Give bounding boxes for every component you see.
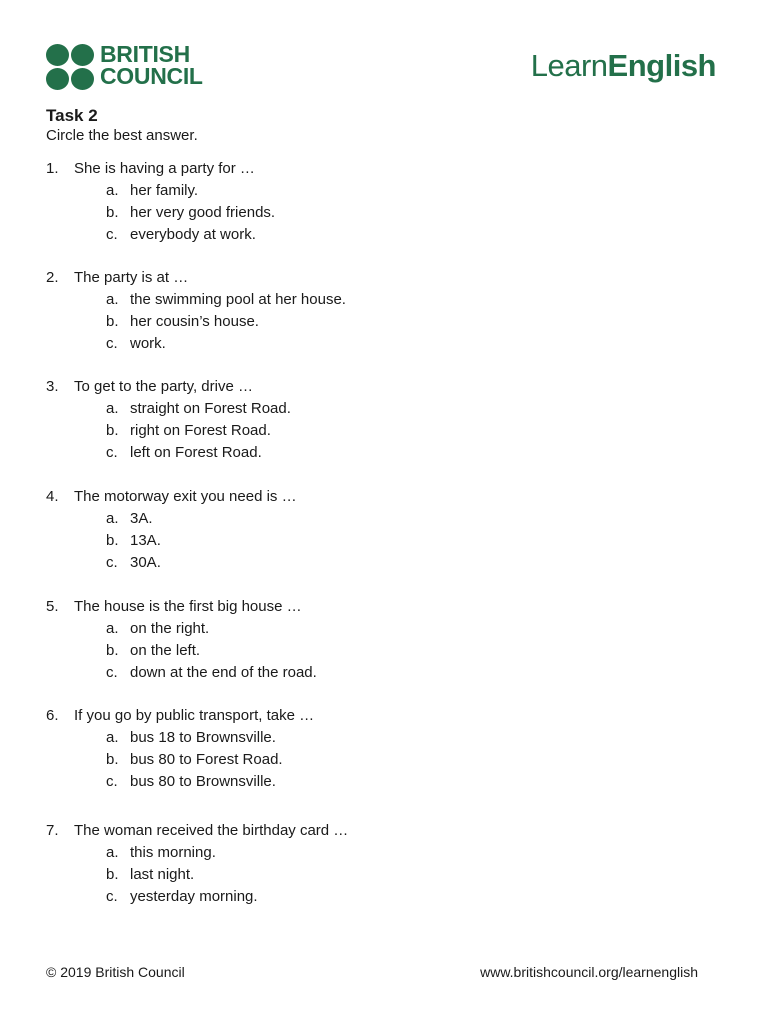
- question-text: The motorway exit you need is …: [74, 488, 297, 505]
- learn-logo-light: Learn: [530, 48, 608, 83]
- option-text: right on Forest Road.: [130, 422, 271, 439]
- answer-option[interactable]: [46, 552, 726, 574]
- question-1: [46, 158, 726, 246]
- option-letter: a.: [106, 182, 119, 199]
- answer-option[interactable]: [46, 842, 726, 864]
- question-number: 6.: [46, 707, 59, 724]
- question-4: [46, 486, 726, 574]
- logo-line-council: COUNCIL: [100, 63, 203, 89]
- option-text: the swimming pool at her house.: [130, 291, 346, 308]
- option-letter: a.: [106, 291, 119, 308]
- answer-option[interactable]: [46, 202, 726, 224]
- option-text: yesterday morning.: [130, 888, 258, 905]
- task-title: Task 2: [46, 106, 98, 125]
- option-text: bus 18 to Brownsville.: [130, 729, 276, 746]
- option-text: left on Forest Road.: [130, 444, 262, 461]
- task-instruction: Circle the best answer.: [46, 127, 198, 144]
- learn-logo-bold: English: [607, 48, 716, 83]
- question-stem: [46, 267, 726, 289]
- question-stem: [46, 158, 726, 180]
- question-number: 1.: [46, 160, 59, 177]
- option-letter: c.: [106, 888, 118, 905]
- question-number: 7.: [46, 822, 59, 839]
- option-text: everybody at work.: [130, 226, 256, 243]
- option-text: down at the end of the road.: [130, 664, 317, 681]
- page-header: [0, 0, 768, 100]
- question-text: The house is the first big house …: [74, 598, 302, 615]
- option-text: her very good friends.: [130, 204, 276, 221]
- option-letter: c.: [106, 554, 118, 571]
- british-council-logo: [46, 41, 216, 90]
- answer-option[interactable]: [46, 311, 726, 333]
- question-stem: [46, 486, 726, 508]
- option-text: on the left.: [130, 642, 201, 659]
- option-text: 13A.: [130, 532, 161, 549]
- option-letter: a.: [106, 729, 119, 746]
- question-stem: [46, 596, 726, 618]
- option-letter: a.: [106, 844, 119, 861]
- answer-option[interactable]: [46, 662, 726, 684]
- option-letter: b.: [106, 313, 119, 330]
- option-text: this morning.: [130, 844, 216, 861]
- option-letter: c.: [106, 773, 118, 790]
- question-number: 5.: [46, 598, 59, 615]
- question-number: 3.: [46, 378, 59, 395]
- option-letter: b.: [106, 532, 119, 549]
- question-number: 2.: [46, 269, 59, 286]
- option-letter: c.: [106, 664, 118, 681]
- learnenglish-logo: [531, 48, 716, 84]
- option-text: straight on Forest Road.: [130, 400, 291, 417]
- answer-option[interactable]: [46, 864, 726, 886]
- option-text: on the right.: [130, 620, 210, 637]
- answer-option[interactable]: [46, 640, 726, 662]
- option-text: 3A.: [130, 510, 153, 527]
- option-letter: a.: [106, 620, 119, 637]
- question-6: [46, 705, 726, 793]
- answer-option[interactable]: [46, 749, 726, 771]
- question-text: If you go by public transport, take …: [74, 707, 315, 724]
- question-7: [46, 820, 726, 908]
- option-letter: b.: [106, 866, 119, 883]
- answer-option[interactable]: [46, 398, 726, 420]
- option-letter: c.: [106, 335, 118, 352]
- option-letter: c.: [106, 444, 118, 461]
- answer-option[interactable]: [46, 508, 726, 530]
- answer-option[interactable]: [46, 530, 726, 552]
- option-text: bus 80 to Forest Road.: [130, 751, 283, 768]
- option-letter: b.: [106, 642, 119, 659]
- answer-option[interactable]: [46, 886, 726, 908]
- answer-option[interactable]: [46, 727, 726, 749]
- question-2: [46, 267, 726, 355]
- answer-option[interactable]: [46, 771, 726, 793]
- question-3: [46, 376, 726, 464]
- question-stem: [46, 705, 726, 727]
- footer-copyright: © 2019 British Council: [46, 964, 185, 980]
- option-text: bus 80 to Brownsville.: [130, 773, 276, 790]
- question-number: 4.: [46, 488, 59, 505]
- option-text: 30A.: [130, 554, 161, 571]
- question-text: She is having a party for …: [74, 160, 255, 177]
- option-letter: b.: [106, 204, 119, 221]
- option-text: her family.: [130, 182, 199, 199]
- option-text: last night.: [130, 866, 195, 883]
- footer-url-link[interactable]: www.britishcouncil.org/learnenglish: [480, 964, 698, 980]
- question-5: [46, 596, 726, 684]
- option-text: work.: [130, 335, 166, 352]
- question-stem: [46, 820, 726, 842]
- question-stem: [46, 376, 726, 398]
- option-letter: a.: [106, 400, 119, 417]
- answer-option[interactable]: [46, 420, 726, 442]
- option-letter: b.: [106, 422, 119, 439]
- answer-option[interactable]: [46, 618, 726, 640]
- option-letter: a.: [106, 510, 119, 527]
- answer-option[interactable]: [46, 180, 726, 202]
- option-letter: c.: [106, 226, 118, 243]
- question-text: The woman received the birthday card …: [74, 822, 349, 839]
- question-text: The party is at …: [74, 269, 189, 286]
- british-council-wordmark: [100, 43, 203, 87]
- logo-line-british: BRITISH: [100, 41, 190, 67]
- question-text: To get to the party, drive …: [74, 378, 253, 395]
- option-letter: b.: [106, 751, 119, 768]
- answer-option[interactable]: [46, 333, 726, 355]
- option-text: her cousin’s house.: [130, 313, 259, 330]
- british-council-dots-icon: [46, 44, 96, 90]
- answer-option[interactable]: [46, 224, 726, 246]
- answer-option[interactable]: [46, 289, 726, 311]
- answer-option[interactable]: [46, 442, 726, 464]
